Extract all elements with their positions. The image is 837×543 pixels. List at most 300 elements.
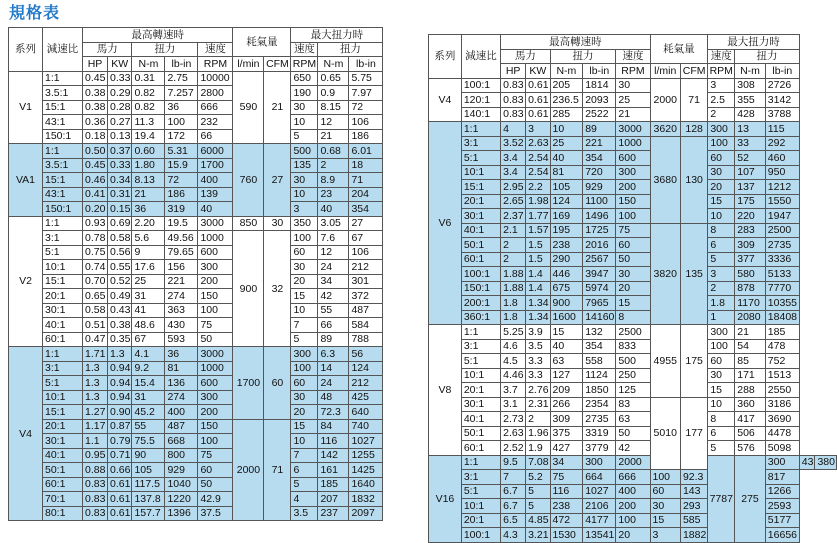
- table-row: [9, 158, 383, 173]
- data-cell: 2522: [583, 107, 616, 122]
- data-cell: 417: [735, 412, 766, 427]
- data-cell: 63: [616, 412, 650, 427]
- data-cell: 232: [198, 115, 233, 130]
- data-cell: 156: [165, 260, 198, 275]
- data-cell: 0.43: [108, 303, 132, 318]
- data-cell: 4.1: [132, 347, 165, 362]
- data-cell: 2500: [765, 223, 799, 238]
- header-ratio: 減速比: [43, 28, 83, 72]
- data-cell: 9: [132, 245, 165, 260]
- data-cell: 37.5: [198, 506, 233, 521]
- ratio-cell: 20:1: [461, 383, 500, 398]
- data-cell: 136: [165, 376, 198, 391]
- data-cell: 0.61: [526, 93, 550, 108]
- ratio-cell: 30:1: [43, 434, 83, 449]
- data-cell: 0.83: [501, 78, 526, 93]
- header-series: 系列: [9, 28, 43, 72]
- data-cell: 3000: [198, 216, 233, 231]
- ratio-cell: 3:1: [461, 339, 500, 354]
- data-cell: 41: [132, 303, 165, 318]
- data-cell: 0.60: [132, 144, 165, 159]
- header-lbin: lb-in: [165, 57, 198, 72]
- header-cfm: CFM: [680, 64, 707, 79]
- spec-table-left: [8, 27, 383, 521]
- data-cell: 1814: [583, 78, 616, 93]
- data-cell: 354: [583, 151, 616, 166]
- data-cell: 137.8: [132, 492, 165, 507]
- ratio-cell: 150:1: [461, 281, 500, 296]
- data-cell: 3.5: [291, 506, 318, 521]
- data-cell: 290: [550, 252, 583, 267]
- data-cell: 107: [735, 165, 766, 180]
- data-cell: 500: [291, 144, 318, 159]
- data-cell: 15: [291, 419, 318, 434]
- data-cell: 1947: [765, 209, 799, 224]
- data-cell: 1550: [765, 194, 799, 209]
- data-cell: 6: [708, 426, 735, 441]
- data-cell: 7965: [583, 296, 616, 311]
- data-cell: 30: [291, 390, 318, 405]
- data-cell: 2593: [765, 499, 799, 514]
- data-cell: 36: [165, 347, 198, 362]
- ratio-cell: 3.5:1: [43, 86, 83, 101]
- data-cell: 487: [165, 419, 198, 434]
- table-row: [9, 376, 383, 391]
- table-row: [9, 100, 383, 115]
- data-cell: 1.34: [526, 296, 550, 311]
- data-cell: 5.2: [526, 470, 550, 485]
- data-cell: 788: [349, 332, 383, 347]
- header-speed-2: 速度: [708, 49, 735, 64]
- data-cell: 293: [680, 499, 707, 514]
- data-cell: 83: [616, 397, 650, 412]
- air-lmin-cell: 1700: [233, 347, 264, 420]
- data-cell: 2080: [735, 310, 766, 325]
- data-cell: 72.3: [318, 405, 349, 420]
- ratio-cell: 30:1: [461, 209, 500, 224]
- data-cell: 81: [550, 165, 583, 180]
- data-cell: 2.37: [501, 209, 526, 224]
- data-cell: 5.75: [349, 71, 383, 86]
- data-cell: 79.65: [165, 245, 198, 260]
- ratio-cell: 43:1: [43, 187, 83, 202]
- page-title: 規格表: [9, 3, 61, 22]
- air-lmin-cell: 3680: [650, 136, 680, 223]
- data-cell: 0.56: [108, 245, 132, 260]
- ratio-cell: 100:1: [461, 528, 500, 543]
- data-cell: 0.50: [83, 144, 108, 159]
- data-cell: 309: [735, 238, 766, 253]
- data-cell: 221: [165, 274, 198, 289]
- air-cfm-cell: 135: [680, 223, 707, 325]
- data-cell: 190: [291, 86, 318, 101]
- data-cell: 3: [650, 528, 680, 543]
- data-cell: 675: [550, 281, 583, 296]
- data-cell: 238: [550, 238, 583, 253]
- data-cell: 15: [550, 325, 583, 340]
- data-cell: 75: [198, 448, 233, 463]
- data-cell: 50: [198, 477, 233, 492]
- data-cell: 139: [198, 187, 233, 202]
- data-cell: 45.2: [132, 405, 165, 420]
- data-cell: 0.90: [108, 405, 132, 420]
- data-cell: 2500: [616, 325, 650, 340]
- data-cell: 1725: [583, 223, 616, 238]
- data-cell: 75: [616, 223, 650, 238]
- data-cell: 1530: [550, 528, 583, 543]
- data-cell: 1850: [583, 383, 616, 398]
- ratio-cell: 1:1: [43, 144, 83, 159]
- table-row: [429, 281, 837, 296]
- ratio-cell: 30:1: [43, 303, 83, 318]
- data-cell: 460: [765, 151, 799, 166]
- data-cell: 0.58: [83, 303, 108, 318]
- data-cell: 16656: [765, 528, 799, 543]
- air-cfm-cell: 30: [264, 216, 291, 231]
- data-cell: 0.46: [83, 173, 108, 188]
- data-cell: 1.5: [526, 238, 550, 253]
- data-cell: 1.8: [501, 296, 526, 311]
- ratio-cell: 10:1: [461, 499, 500, 514]
- data-cell: 18: [349, 158, 383, 173]
- data-cell: 8.9: [318, 173, 349, 188]
- data-cell: 250: [616, 368, 650, 383]
- data-cell: 204: [349, 187, 383, 202]
- table-row: [9, 405, 383, 420]
- data-cell: 8.13: [132, 173, 165, 188]
- data-cell: 27: [349, 216, 383, 231]
- data-cell: 75: [550, 470, 583, 485]
- header-cfm: CFM: [264, 57, 291, 72]
- data-cell: 33: [735, 136, 766, 151]
- data-cell: 60: [616, 238, 650, 253]
- data-cell: 2.63: [501, 426, 526, 441]
- ratio-cell: 50:1: [461, 426, 500, 441]
- data-cell: 400: [616, 484, 650, 499]
- data-cell: 0.71: [108, 448, 132, 463]
- air-lmin-cell: 3820: [650, 223, 680, 325]
- data-cell: 15: [291, 289, 318, 304]
- data-cell: 740: [349, 419, 383, 434]
- data-cell: 0.47: [83, 332, 108, 347]
- data-cell: 2.5: [708, 93, 735, 108]
- table-row: [429, 383, 837, 398]
- data-cell: 150: [616, 194, 650, 209]
- data-cell: 2.73: [501, 412, 526, 427]
- data-cell: 0.45: [83, 71, 108, 86]
- table-row: [9, 289, 383, 304]
- air-cfm-cell: 32: [264, 231, 291, 347]
- data-cell: 10: [291, 303, 318, 318]
- data-cell: 400: [198, 173, 233, 188]
- data-cell: 2: [501, 252, 526, 267]
- header-rpm: RPM: [616, 64, 650, 79]
- data-cell: 48: [318, 390, 349, 405]
- table-row: [429, 107, 837, 122]
- data-cell: 200: [616, 180, 650, 195]
- data-cell: 67: [132, 332, 165, 347]
- data-cell: 15: [650, 513, 680, 528]
- data-cell: 100: [708, 339, 735, 354]
- data-cell: 6.7: [501, 499, 526, 514]
- data-cell: 300: [616, 165, 650, 180]
- data-cell: 0.83: [501, 107, 526, 122]
- data-cell: 200: [198, 405, 233, 420]
- data-cell: 1.3: [108, 347, 132, 362]
- header-kw: KW: [526, 64, 550, 79]
- data-cell: 20: [291, 405, 318, 420]
- data-cell: 5177: [765, 513, 799, 528]
- table-row: [9, 361, 383, 376]
- data-cell: 0.82: [132, 86, 165, 101]
- ratio-cell: 60:1: [461, 252, 500, 267]
- data-cell: 0.33: [108, 158, 132, 173]
- header-series: 系列: [429, 35, 462, 79]
- data-cell: 1.27: [83, 405, 108, 420]
- header-nm-2: N-m: [318, 57, 349, 72]
- data-cell: 1170: [735, 296, 766, 311]
- data-cell: 0.79: [108, 434, 132, 449]
- header-max-torque: 最大扭力時: [708, 35, 799, 50]
- data-cell: 40: [318, 202, 349, 217]
- data-cell: 1.34: [526, 310, 550, 325]
- data-cell: 5: [526, 499, 550, 514]
- ratio-cell: 5:1: [461, 354, 500, 369]
- data-cell: 3000: [198, 347, 233, 362]
- data-cell: 1124: [583, 368, 616, 383]
- data-cell: 1027: [349, 434, 383, 449]
- series-cell: V1: [9, 71, 43, 144]
- data-cell: 171: [735, 368, 766, 383]
- data-cell: 666: [198, 100, 233, 115]
- data-cell: 0.51: [83, 318, 108, 333]
- table-row: [9, 303, 383, 318]
- ratio-cell: 20:1: [43, 419, 83, 434]
- ratio-cell: 10:1: [43, 260, 83, 275]
- data-cell: 1.8: [708, 296, 735, 311]
- data-cell: 3.3: [526, 354, 550, 369]
- table-row: [9, 129, 383, 144]
- data-cell: 0.65: [318, 71, 349, 86]
- data-cell: 15.4: [132, 376, 165, 391]
- header-speed: 速度: [198, 42, 233, 57]
- ratio-cell: 200:1: [461, 296, 500, 311]
- data-cell: 0.33: [108, 71, 132, 86]
- data-cell: 2: [318, 158, 349, 173]
- data-cell: 3: [708, 78, 735, 93]
- data-cell: 40: [550, 339, 583, 354]
- data-cell: 56: [349, 347, 383, 362]
- data-cell: 301: [349, 274, 383, 289]
- series-cell: V2: [9, 216, 43, 347]
- data-cell: 5: [708, 441, 735, 456]
- data-cell: 100: [198, 303, 233, 318]
- data-cell: 300: [708, 325, 735, 340]
- header-torque-2: 扭力: [318, 42, 383, 57]
- data-cell: 15: [708, 194, 735, 209]
- data-cell: 71: [349, 173, 383, 188]
- data-cell: 833: [616, 339, 650, 354]
- data-cell: 1000: [616, 136, 650, 151]
- data-cell: 106: [349, 245, 383, 260]
- data-cell: 4.6: [501, 339, 526, 354]
- data-cell: 400: [165, 405, 198, 420]
- data-cell: 124: [349, 361, 383, 376]
- data-cell: 817: [765, 470, 799, 485]
- header-nm: N-m: [550, 64, 583, 79]
- data-cell: 0.74: [83, 260, 108, 275]
- data-cell: 360: [735, 397, 766, 412]
- data-cell: 288: [735, 383, 766, 398]
- ratio-cell: 30:1: [461, 397, 500, 412]
- ratio-cell: 43:1: [43, 115, 83, 130]
- data-cell: 14: [318, 361, 349, 376]
- ratio-cell: 15:1: [43, 100, 83, 115]
- data-cell: 478: [765, 339, 799, 354]
- table-row: [9, 390, 383, 405]
- data-cell: 212: [349, 260, 383, 275]
- data-cell: 150: [198, 419, 233, 434]
- table-row: [9, 202, 383, 217]
- ratio-cell: 360:1: [461, 310, 500, 325]
- data-cell: 52: [735, 151, 766, 166]
- series-cell: V16: [429, 455, 462, 542]
- data-cell: 487: [349, 303, 383, 318]
- data-cell: 20: [291, 274, 318, 289]
- table-row: [9, 318, 383, 333]
- data-cell: 300: [765, 455, 799, 470]
- data-cell: 12: [318, 245, 349, 260]
- data-cell: 3142: [765, 93, 799, 108]
- data-cell: 1.96: [526, 426, 550, 441]
- data-cell: 3947: [583, 267, 616, 282]
- data-cell: 600: [198, 376, 233, 391]
- data-cell: 0.52: [108, 274, 132, 289]
- table-row: [9, 332, 383, 347]
- data-cell: 2016: [583, 238, 616, 253]
- ratio-cell: 60:1: [43, 332, 83, 347]
- data-cell: 5133: [765, 267, 799, 282]
- data-cell: 1.77: [526, 209, 550, 224]
- data-cell: 21: [616, 107, 650, 122]
- ratio-cell: 3:1: [43, 231, 83, 246]
- ratio-cell: 40:1: [43, 448, 83, 463]
- data-cell: 1.98: [526, 194, 550, 209]
- data-cell: 89: [318, 332, 349, 347]
- header-speed: 速度: [616, 49, 650, 64]
- data-cell: 472: [550, 513, 583, 528]
- table-row: [429, 455, 837, 470]
- data-cell: 0.61: [108, 506, 132, 521]
- header-lmin: l/min: [233, 57, 264, 72]
- data-cell: 650: [291, 71, 318, 86]
- data-cell: 115: [765, 122, 799, 137]
- data-cell: 0.36: [83, 115, 108, 130]
- header-air: 耗氣量: [650, 35, 708, 64]
- data-cell: 30: [650, 499, 680, 514]
- data-cell: 209: [550, 383, 583, 398]
- data-cell: 929: [583, 180, 616, 195]
- data-cell: 2.20: [132, 216, 165, 231]
- data-cell: 34: [318, 274, 349, 289]
- data-cell: 1.8: [501, 310, 526, 325]
- data-cell: 25: [616, 93, 650, 108]
- data-cell: 380: [815, 455, 837, 470]
- data-cell: 664: [583, 470, 616, 485]
- data-cell: 576: [735, 441, 766, 456]
- series-cell: VA1: [9, 144, 43, 217]
- data-cell: 100: [616, 513, 650, 528]
- data-cell: 929: [165, 463, 198, 478]
- table-row: [429, 397, 837, 412]
- data-cell: 300: [198, 390, 233, 405]
- table-row: [429, 296, 837, 311]
- air-cfm-cell: 21: [264, 71, 291, 144]
- data-cell: 42: [318, 289, 349, 304]
- header-kw: KW: [108, 57, 132, 72]
- data-cell: 9.2: [132, 361, 165, 376]
- series-cell: V4: [429, 78, 462, 122]
- data-cell: 0.66: [108, 463, 132, 478]
- data-cell: 0.65: [83, 289, 108, 304]
- data-cell: 0.45: [83, 158, 108, 173]
- data-cell: 0.83: [83, 506, 108, 521]
- data-cell: 0.68: [318, 144, 349, 159]
- data-cell: 0.83: [83, 477, 108, 492]
- data-cell: 584: [349, 318, 383, 333]
- data-cell: 132: [583, 325, 616, 340]
- data-cell: 1.4: [526, 267, 550, 282]
- data-cell: 950: [765, 165, 799, 180]
- data-cell: 2726: [765, 78, 799, 93]
- data-cell: 0.83: [501, 93, 526, 108]
- data-cell: 85: [735, 354, 766, 369]
- data-cell: 205: [550, 78, 583, 93]
- data-cell: 1513: [765, 368, 799, 383]
- ratio-cell: 3:1: [461, 470, 500, 485]
- data-cell: 186: [165, 187, 198, 202]
- table-row: [9, 115, 383, 130]
- data-cell: 283: [735, 223, 766, 238]
- data-cell: 0.13: [108, 129, 132, 144]
- data-cell: 2: [708, 281, 735, 296]
- data-cell: 7.08: [526, 455, 550, 470]
- ratio-cell: 60:1: [461, 441, 500, 456]
- data-cell: 2550: [765, 383, 799, 398]
- table-row: [9, 71, 383, 86]
- data-cell: 0.88: [83, 463, 108, 478]
- data-cell: 0.94: [108, 376, 132, 391]
- ratio-cell: 80:1: [43, 506, 83, 521]
- data-cell: 15: [708, 383, 735, 398]
- ratio-cell: 10:1: [461, 165, 500, 180]
- data-cell: 8: [708, 223, 735, 238]
- data-cell: 354: [583, 339, 616, 354]
- data-cell: 5.25: [501, 325, 526, 340]
- data-cell: 1.9: [526, 441, 550, 456]
- data-cell: 0.87: [108, 419, 132, 434]
- data-cell: 5.31: [165, 144, 198, 159]
- table-row: [429, 252, 837, 267]
- data-cell: 60: [291, 376, 318, 391]
- data-cell: 0.38: [83, 100, 108, 115]
- data-cell: 1.57: [526, 223, 550, 238]
- ratio-cell: 40:1: [43, 318, 83, 333]
- ratio-cell: 10:1: [461, 368, 500, 383]
- data-cell: 1.3: [83, 376, 108, 391]
- data-cell: 60: [198, 463, 233, 478]
- data-cell: 6.7: [501, 484, 526, 499]
